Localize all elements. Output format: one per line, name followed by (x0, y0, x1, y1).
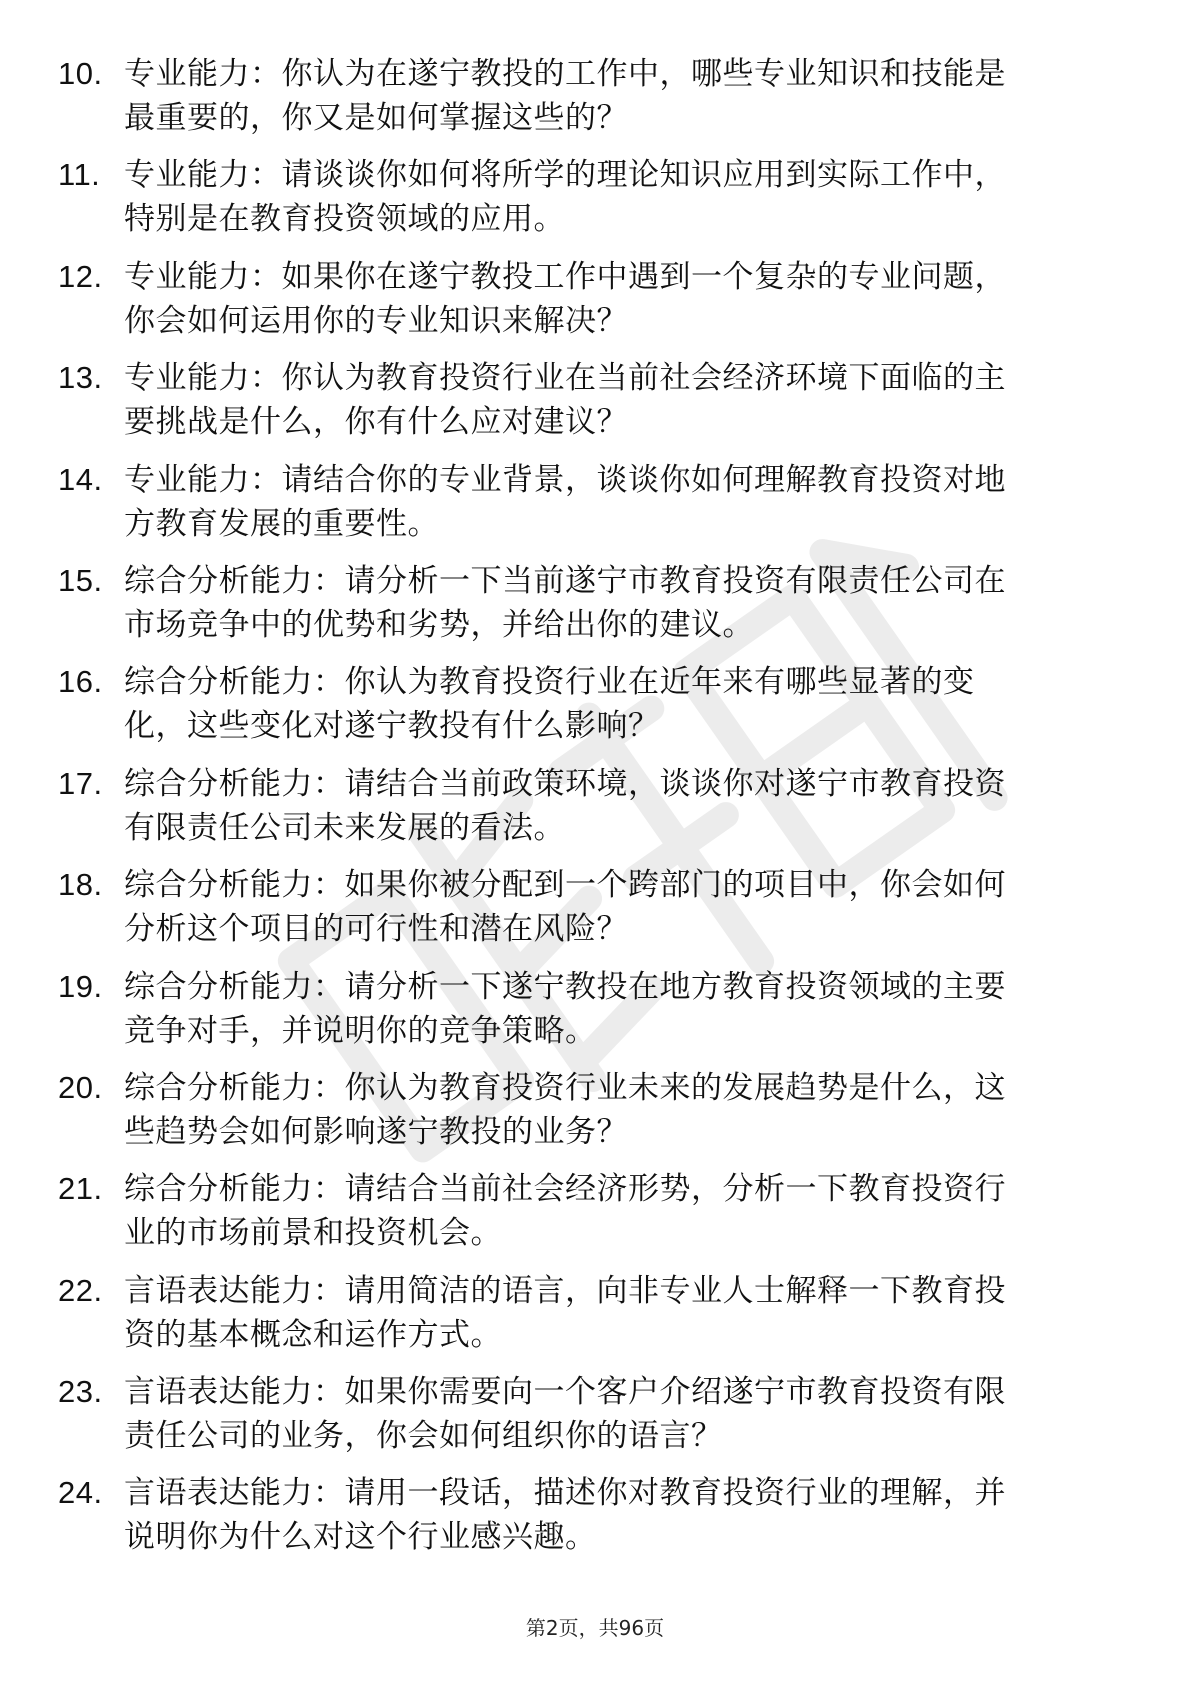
item-text-line: 综合分析能力：你认为教育投资行业在近年来有哪些显著的变 (124, 664, 975, 701)
list-item (58, 660, 1118, 748)
item-number: 18. (58, 867, 103, 903)
list-item (58, 1471, 1118, 1559)
list-item (58, 1370, 1118, 1458)
list-item (58, 1066, 1118, 1154)
item-text-line: 竞争对手，并说明你的竞争策略。 (124, 1012, 597, 1049)
item-number: 24. (58, 1475, 103, 1511)
item-text-line: 分析这个项目的可行性和潜在风险？ (124, 911, 628, 948)
list-item (58, 1269, 1118, 1357)
item-text-line: 言语表达能力：如果你需要向一个客户介绍遂宁市教育投资有限 (124, 1374, 1006, 1411)
item-text-line: 言语表达能力：请用一段话，描述你对教育投资行业的理解，并 (124, 1475, 1006, 1512)
item-text-line: 专业能力：你认为在遂宁教投的工作中，哪些专业知识和技能是 (124, 56, 1006, 92)
item-number: 15. (58, 562, 103, 598)
item-number: 19. (58, 968, 103, 1004)
item-text-line: 综合分析能力：如果你被分配到一个跨部门的项目中，你会如何 (124, 867, 1006, 904)
item-text-line: 有限责任公司未来发展的看法。 (124, 809, 565, 846)
item-number: 23. (58, 1374, 103, 1410)
item-text-line: 专业能力：请结合你的专业背景，谈谈你如何理解教育投资对地 (124, 461, 1006, 498)
page-footer (0, 1612, 1190, 1641)
list-item (58, 559, 1118, 647)
item-text-line: 市场竞争中的优势和劣势，并给出你的建议。 (124, 606, 754, 643)
list-item (58, 255, 1118, 343)
item-number: 20. (58, 1069, 103, 1105)
item-text-line: 最重要的，你又是如何掌握这些的？ (124, 100, 628, 136)
item-number: 12. (58, 258, 103, 294)
item-number: 21. (58, 1171, 103, 1207)
item-number: 17. (58, 765, 103, 801)
item-number: 11. (58, 157, 101, 193)
list-item (58, 153, 1118, 241)
item-text-line: 资的基本概念和运作方式。 (124, 1316, 502, 1353)
list-item (58, 356, 1118, 444)
item-text-line: 综合分析能力：请结合当前社会经济形势，分析一下教育投资行 (124, 1171, 1006, 1208)
item-text-line: 化，这些变化对遂宁教投有什么影响？ (124, 708, 660, 745)
item-number: 13. (58, 360, 103, 396)
list-item (58, 965, 1118, 1053)
list-item (58, 863, 1118, 951)
item-text-line: 专业能力：你认为教育投资行业在当前社会经济环境下面临的主 (124, 360, 1006, 397)
item-text-line: 综合分析能力：请结合当前政策环境，谈谈你对遂宁市教育投资 (124, 765, 1006, 802)
item-text-line: 综合分析能力：请分析一下遂宁教投在地方教育投资领域的主要 (124, 968, 1006, 1005)
item-text-line: 特别是在教育投资领域的应用。 (124, 201, 565, 238)
item-text-line: 要挑战是什么，你有什么应对建议？ (124, 404, 628, 441)
item-text-line: 业的市场前景和投资机会。 (124, 1215, 502, 1252)
item-text-line: 专业能力：请谈谈你如何将所学的理论知识应用到实际工作中， (124, 157, 1006, 194)
item-text-line: 方教育发展的重要性。 (124, 505, 439, 542)
item-text-line: 言语表达能力：请用简洁的语言，向非专业人士解释一下教育投 (124, 1272, 1006, 1309)
question-list (58, 52, 1118, 1573)
list-item (58, 1167, 1118, 1255)
item-text-line: 些趋势会如何影响遂宁教投的业务？ (124, 1113, 628, 1150)
item-number: 10. (58, 56, 103, 91)
item-text-line: 责任公司的业务，你会如何组织你的语言？ (124, 1418, 723, 1455)
list-item (58, 762, 1118, 850)
page-number: 第2页，共96页 (525, 1616, 665, 1640)
item-text-line: 专业能力：如果你在遂宁教投工作中遇到一个复杂的专业问题， (124, 258, 1006, 295)
item-text-line: 你会如何运用你的专业知识来解决？ (124, 302, 628, 339)
item-text-line: 综合分析能力：你认为教育投资行业未来的发展趋势是什么，这 (124, 1069, 1006, 1106)
item-number: 22. (58, 1272, 103, 1308)
item-text-line: 说明你为什么对这个行业感兴趣。 (124, 1519, 597, 1556)
item-number: 14. (58, 461, 103, 497)
list-item (58, 458, 1118, 546)
item-text-line: 综合分析能力：请分析一下当前遂宁市教育投资有限责任公司在 (124, 562, 1006, 599)
item-number: 16. (58, 664, 103, 700)
list-item (58, 52, 1118, 140)
